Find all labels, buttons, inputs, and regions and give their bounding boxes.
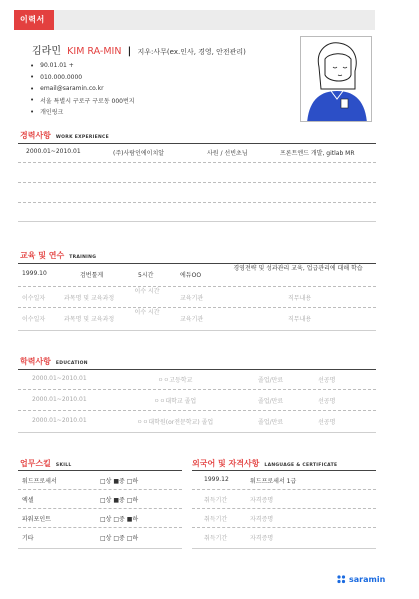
training-hours: 이수 시간 (134, 288, 160, 295)
education-bottom-rule (18, 432, 376, 433)
training-content: 경영전략 및 성과관리 교육, 업급관리에 대해 학습 (233, 265, 363, 272)
education-major: 선공명 (318, 377, 336, 384)
training-organization: 에듀OO (180, 272, 202, 279)
personal-link[interactable]: • 개인링크 (30, 106, 135, 118)
skills-top-rule (18, 470, 182, 471)
cert-date: 취득기간 (204, 516, 228, 523)
resume-header (14, 10, 375, 30)
training-course: 과목명 및 교육과정 (64, 316, 115, 323)
training-date: 1999.10 (22, 270, 47, 277)
name-separator: | (127, 46, 132, 57)
training-hours: 이수 시간 (134, 309, 160, 316)
career-description: 프론트엔드 개발, gitlab MR (280, 150, 355, 157)
skill-level: □상 □중 □하 (100, 535, 139, 542)
skill-level: □상 □중 ■하 (100, 516, 139, 523)
person-illustration-icon (301, 37, 372, 122)
education-status: 졸업/만료 (258, 377, 284, 384)
education-period: 2000.01~2010.01 (32, 417, 87, 424)
name-korean: 김라민 (32, 46, 61, 57)
education-section-title: 학력사항 EDUCATION (20, 357, 88, 366)
training-top-rule (18, 263, 376, 264)
profile-photo (300, 36, 372, 122)
career-divider (18, 202, 376, 203)
education-period: 2000.01~2010.01 (32, 396, 87, 403)
education-school: ㅇㅇ고등학교 (157, 377, 193, 384)
cert-name: 자격증명 (250, 535, 274, 542)
saramin-logo (337, 575, 385, 584)
education-status: 졸업/만료 (258, 398, 284, 405)
training-hours: 5시간 (138, 272, 154, 279)
career-period: 2000.01~2010.01 (26, 148, 81, 155)
education-divider (18, 389, 376, 390)
career-position: 사원 / 선빈초님 (207, 150, 248, 157)
training-date: 이수일자 (22, 316, 46, 323)
cert-name: 워드프로세서 1급 (250, 478, 297, 485)
cert-date: 취득기간 (204, 535, 228, 542)
career-divider (18, 162, 376, 163)
skill-name: 워드프로세서 (22, 478, 57, 485)
career-divider (18, 182, 376, 183)
education-status: 졸업/만료 (258, 419, 284, 426)
training-section-title: 교육 및 연수 TRAINING (20, 251, 97, 260)
career-top-rule (18, 143, 376, 144)
career-company: (주)사람인에이치알 (113, 150, 165, 157)
birth-date: • 90.01.01 + (30, 60, 135, 72)
training-bottom-rule (18, 330, 376, 331)
cert-date: 취득기간 (204, 497, 228, 504)
page-title: 이력서 (20, 15, 45, 24)
career-section-title: 경력사항 WORK EXPERIENCE (20, 131, 110, 140)
skills-section-title: 업무스킬 SKILL (20, 459, 72, 468)
education-top-rule (18, 369, 376, 370)
contact-info-list (30, 60, 135, 118)
education-major: 선공명 (318, 398, 336, 405)
education-major: 선공명 (318, 419, 336, 426)
skills-divider (18, 527, 182, 528)
training-organization: 교육기관 (180, 316, 204, 323)
skill-name: 엑셀 (22, 497, 34, 504)
training-divider (18, 307, 376, 308)
skill-level: □상 ■중 □하 (100, 497, 139, 504)
cert-name: 자격증명 (250, 497, 274, 504)
skills-divider (18, 508, 182, 509)
training-divider (18, 286, 376, 287)
education-school: ㅇㅇ대학교 졸업 (153, 398, 197, 405)
training-course: 과목명 및 교육과정 (64, 295, 115, 302)
skills-bottom-rule (18, 548, 182, 549)
training-course: 검번툴게 (80, 272, 104, 279)
home-address: • 서울 특별시 구로구 구로동 000번지 (30, 95, 135, 107)
phone-number: • 010.000.0000 (30, 72, 135, 84)
cert-name: 자격증명 (250, 516, 274, 523)
education-divider (18, 410, 376, 411)
name-english: KIM RA-MIN (67, 46, 122, 57)
certs-top-rule (192, 470, 376, 471)
desired-position: 지우:사무(ex.인사, 경영, 안전관리) (137, 48, 246, 56)
training-content: 직무내용 (288, 316, 312, 323)
training-date: 이수일자 (22, 295, 46, 302)
career-bottom-rule (18, 221, 376, 222)
email-address[interactable]: • email@saramin.co.kr (30, 83, 135, 95)
education-school: ㅇㅇ대학원(or전문학교) 졸업 (136, 419, 214, 426)
logo-text: saramin (349, 575, 386, 584)
saramin-dots-icon (337, 575, 346, 584)
certs-section-title: 외국어 및 자격사항 LANGUAGE & CERTIFICATE (192, 459, 338, 468)
certs-bottom-rule (192, 548, 376, 549)
cert-date: 1999.12 (204, 476, 229, 483)
certs-divider (192, 489, 376, 490)
skill-name: 기타 (22, 535, 34, 542)
training-content: 직무내용 (288, 295, 312, 302)
name-row (32, 42, 246, 57)
certs-divider (192, 527, 376, 528)
certs-divider (192, 508, 376, 509)
skills-divider (18, 489, 182, 490)
education-period: 2000.01~2010.01 (32, 375, 87, 382)
skill-level: □상 ■중 □하 (100, 478, 139, 485)
training-organization: 교육기관 (180, 295, 204, 302)
skill-name: 파워포인트 (22, 516, 51, 523)
